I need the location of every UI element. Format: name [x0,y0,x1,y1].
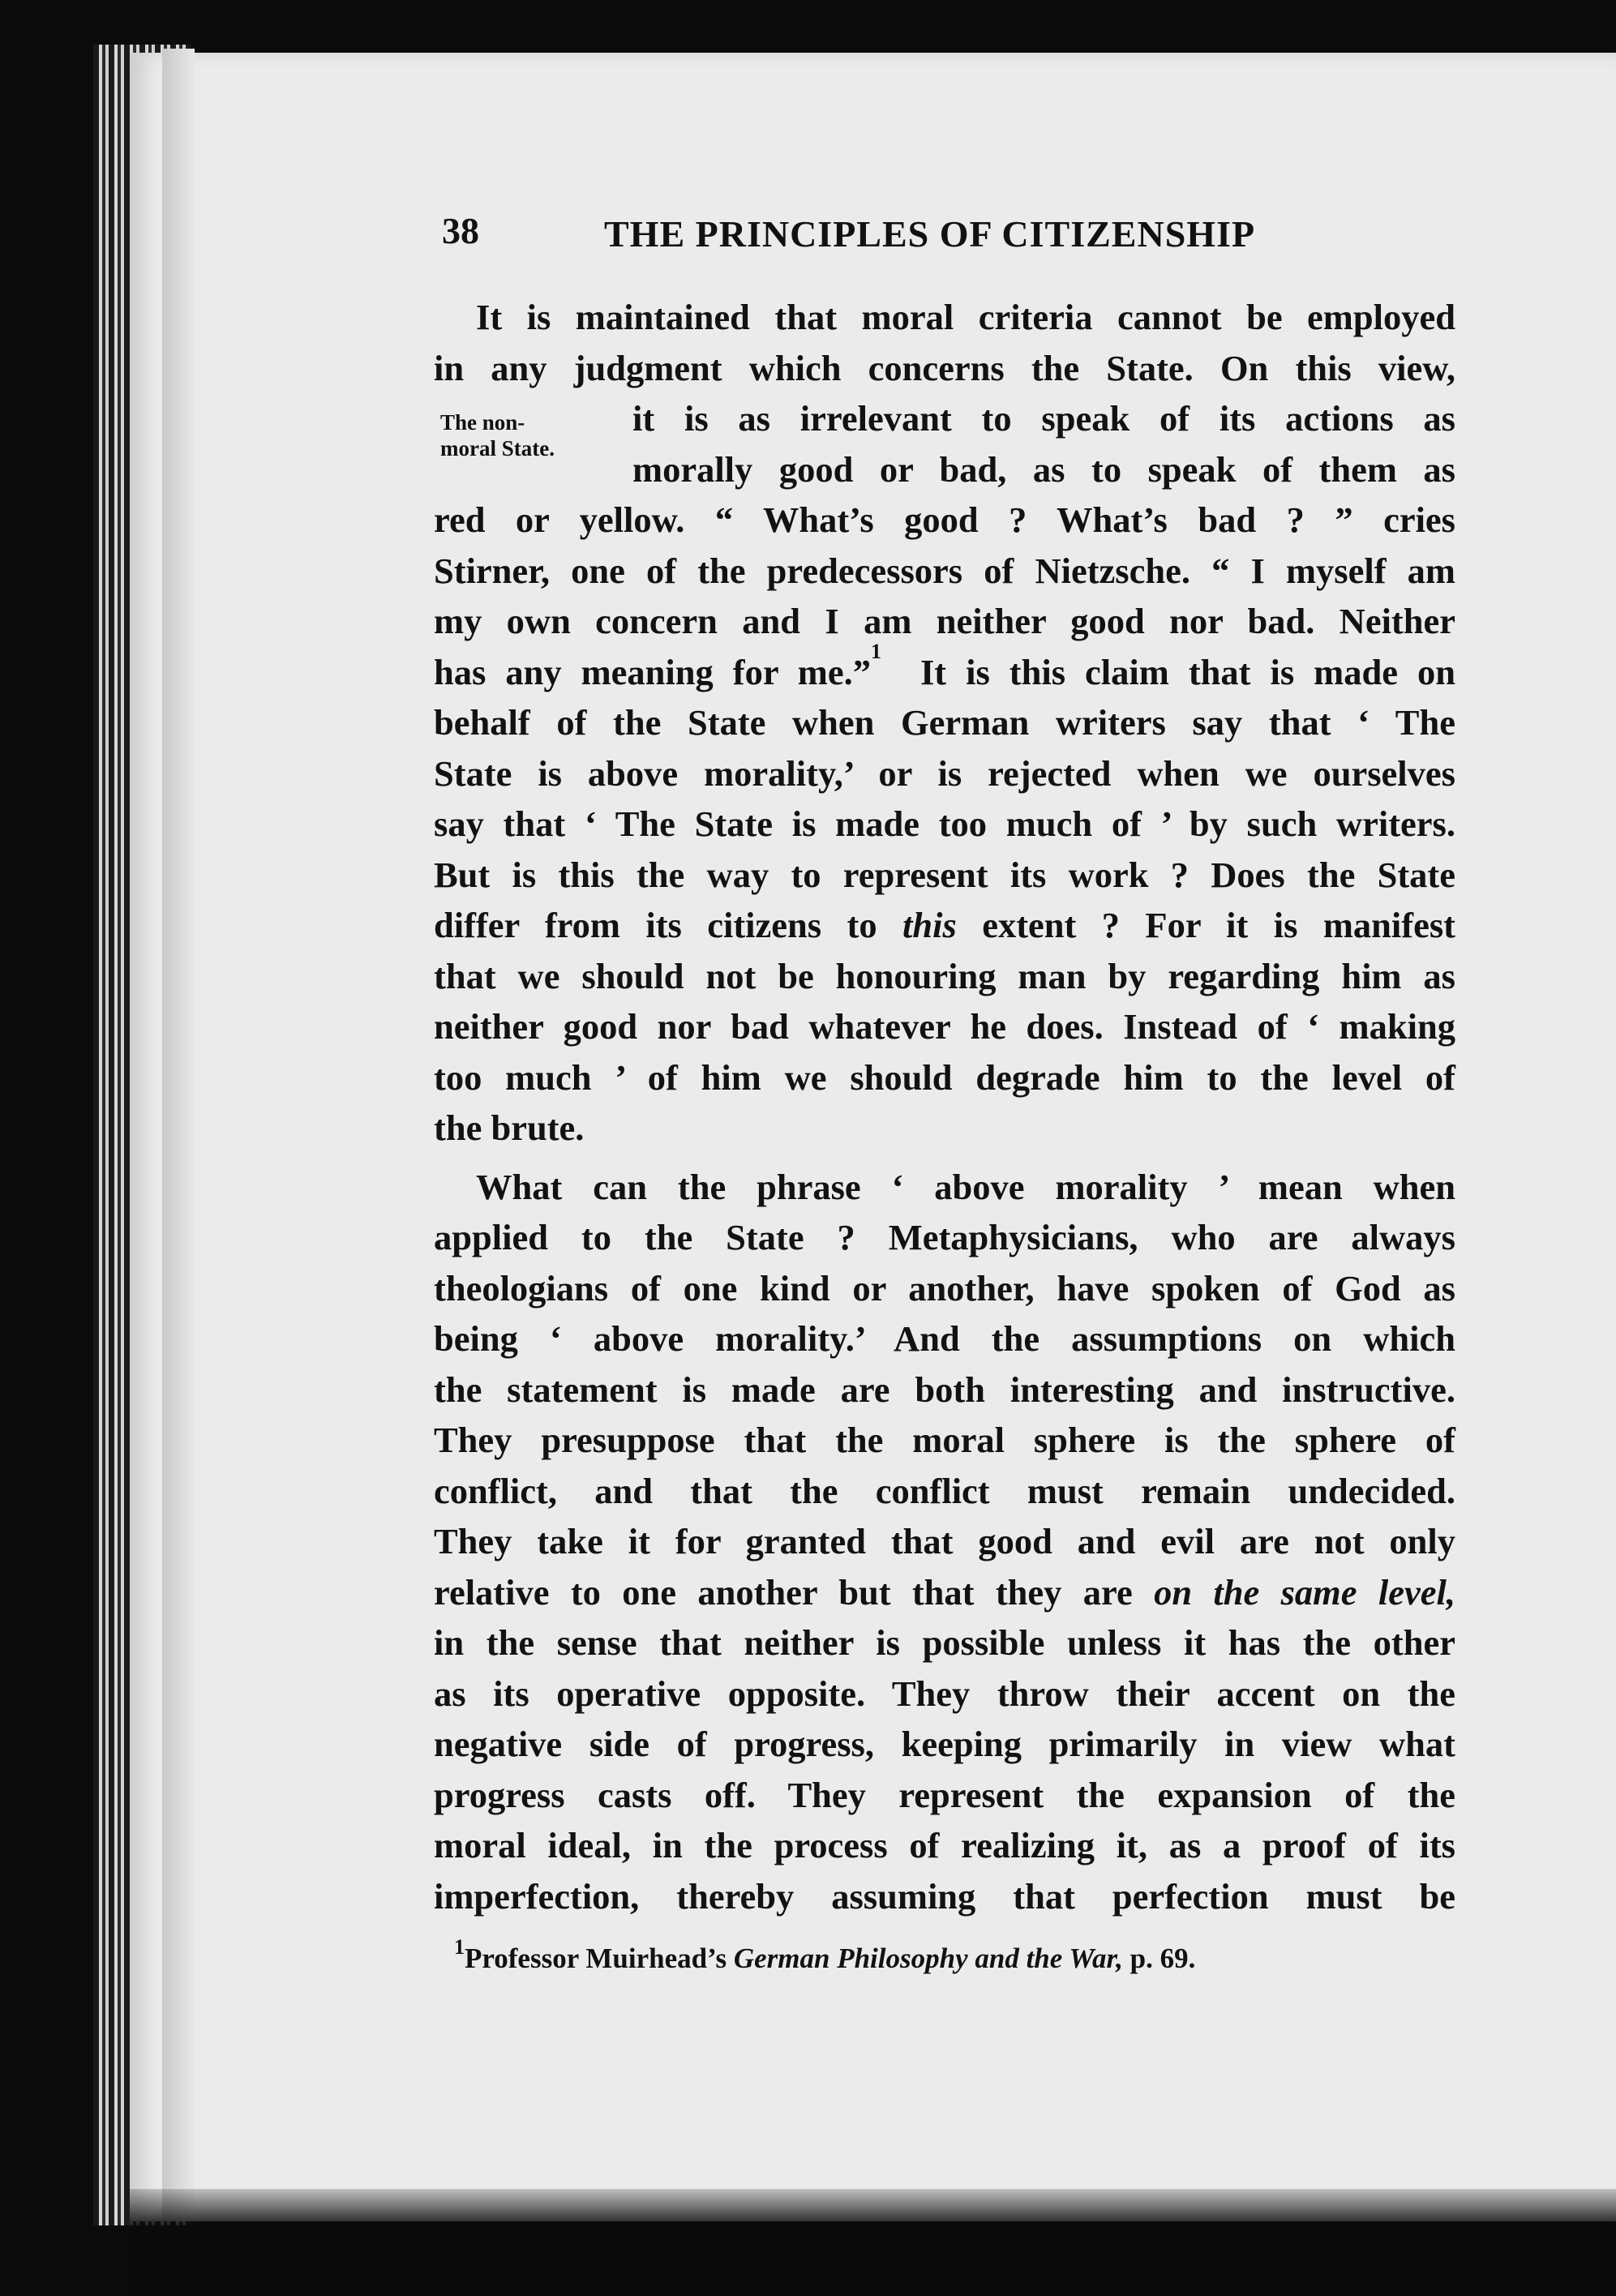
text-line: in the sense that neither is possible unless it has the other [434,1622,1455,1663]
text-line: say that ‘ The State is made too much of ’ by such writers. [434,803,1455,844]
text-fragment: has any meaning for me.” [434,651,871,692]
text-fragment: differ from its citizens to [434,905,877,945]
text-fragment: relative to one another but that they are [434,1571,1133,1613]
paragraph-2 [434,1162,1455,1922]
text-line: in any judgment which concerns the State. On this view, [434,347,1455,388]
footnote-reference: 1 [870,639,881,663]
footnote-page: p. 69. [1129,1943,1196,1974]
footnote-book-title: German Philosophy and the War, [733,1943,1123,1974]
page-gutter [162,49,195,2221]
text-line: applied to the State ? Metaphysicians, who are always [434,1217,1455,1257]
text-line: State is above morality,’ or is rejected when we ourselves [434,752,1455,794]
text-line: imperfection, thereby assuming that perfection must be [434,1875,1455,1917]
emphasis: on the same level, [1154,1571,1455,1613]
text-line: They presuppose that the moral sphere is the sphere of [434,1420,1455,1460]
text-line: negative side of progress, keeping primarily in view what [434,1724,1455,1764]
text-line: Stirner, one of the predecessors of Nietzsche. “ I myself am [434,550,1455,591]
text-line [434,900,1455,951]
body-text [434,292,1455,1921]
text-line: moral ideal, in the process of realizing it, as a proof of its [434,1825,1455,1866]
text-line: red or yellow. “ What’s good ? What’s bad ? ” cries [434,499,1455,540]
bottom-shadow [130,2189,1616,2296]
text-line [434,639,1455,698]
footnote-marker: 1 [454,1935,465,1959]
page-header [442,209,1366,258]
text-line: They take it for granted that good and evil are not only [434,1521,1455,1561]
text-line: too much ’ of him we should degrade him to the level of [434,1056,1455,1098]
text-line: the brute. [434,1107,585,1148]
text-line: What can the phrase ‘ above morality ’ mean when [476,1166,1455,1207]
text-fragment: It is this claim that is made on [919,651,1455,692]
emphasis: this [902,905,957,945]
text-line: my own concern and I am neither good nor bad. Neither [434,601,1455,641]
text-line: morally good or bad, as to speak of them as [632,448,1455,490]
text-line: But is this the way to represent its work ? Does the State [434,854,1455,895]
text-line: behalf of the State when German writers say that ‘ The [434,702,1455,743]
text-line: progress casts off. They represent the expansion of the [434,1774,1455,1815]
footnote-text: Professor Muirhead’s [465,1943,727,1974]
sidenote-line-2: moral State. [440,436,555,460]
text-line: It is maintained that moral criteria cannot be employed [476,297,1455,337]
footnote [454,1935,1427,1975]
text-fragment: extent ? For it is manifest [982,905,1455,945]
page-number: 38 [442,210,479,251]
text-line: the statement is made are both interesting and instructive. [434,1369,1455,1410]
text-line [434,1567,1455,1618]
sidenote-line-1: The non- [440,410,525,435]
text-line: that we should not be honouring man by regarding him as [434,955,1455,996]
paragraph-1 [434,292,1455,1154]
text-line: theologians of one kind or another, have spoken of God as [434,1267,1455,1309]
text-line: as its operative opposite. They throw their accent on the [434,1673,1455,1714]
text-line: conflict, and that the conflict must remain undecided. [434,1470,1455,1511]
text-line: it is as irrelevant to speak of its actions as [632,398,1455,439]
running-title: THE PRINCIPLES OF CITIZENSHIP [604,213,1256,255]
text-line: being ‘ above morality.’ And the assumptions on which [434,1318,1455,1359]
text-line: neither good nor bad whatever he does. Instead of ‘ making [434,1006,1455,1047]
